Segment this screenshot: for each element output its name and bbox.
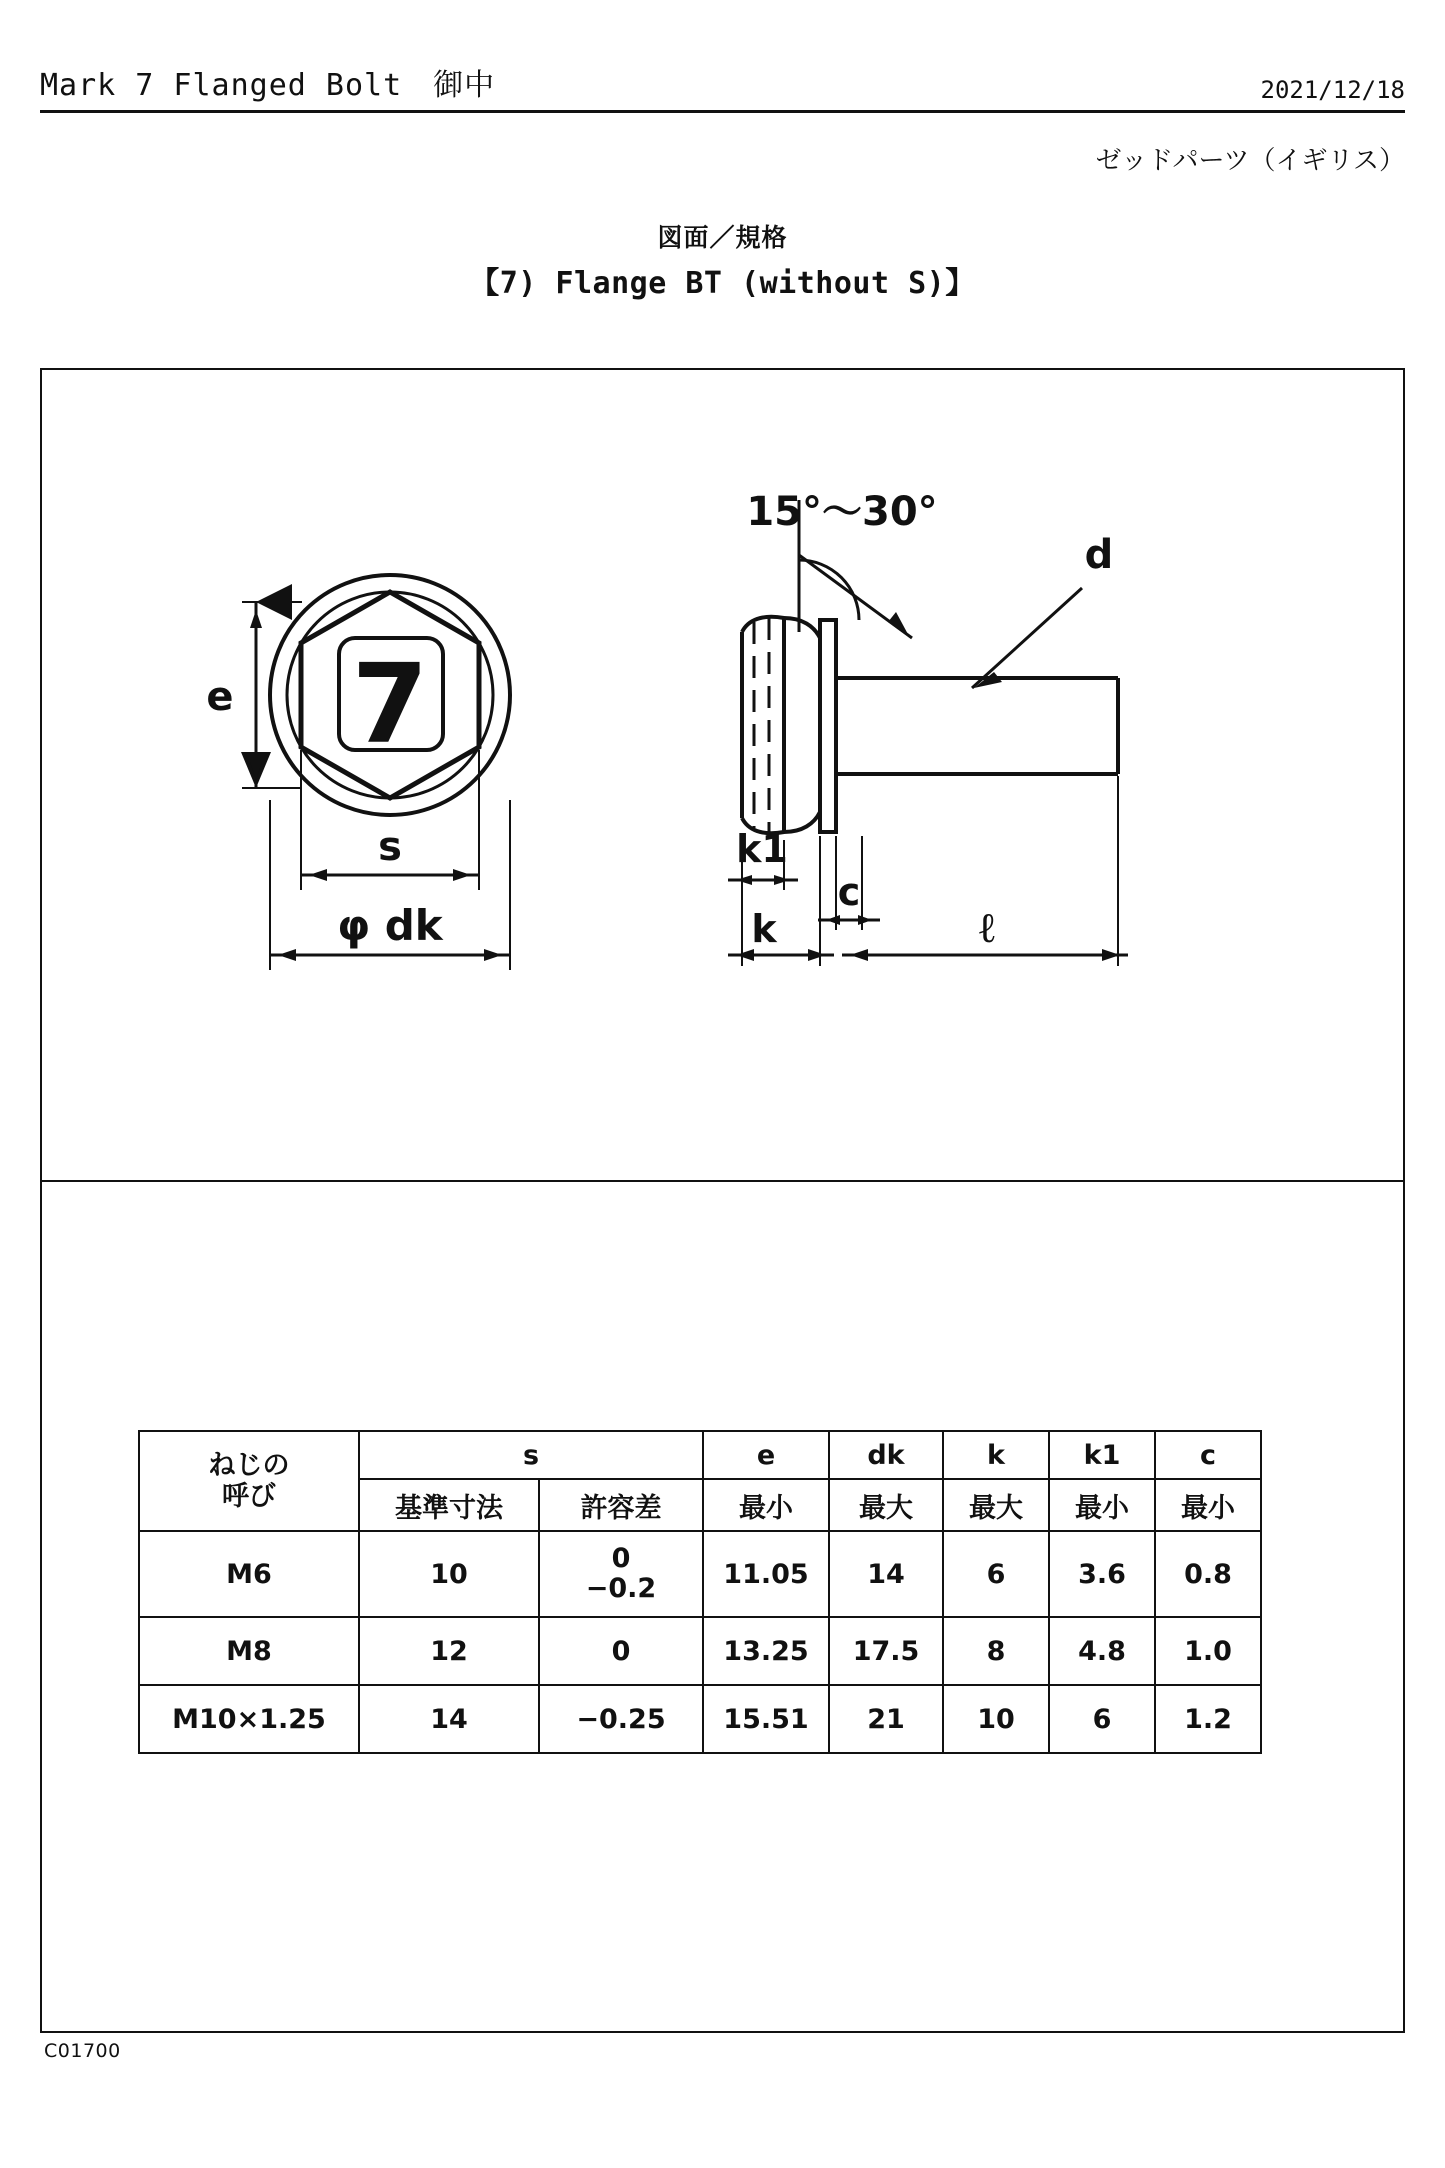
specification-table [138,1430,1262,1754]
header-dk: dk [829,1431,943,1479]
header-e: e [703,1431,829,1479]
row-dk: 17.5 [829,1617,943,1685]
header-e-min: 最小 [703,1479,829,1531]
row-c: 1.2 [1155,1685,1261,1753]
row-s-tolerance-lower: −0.25 [539,1685,703,1753]
table-row [139,1531,1261,1617]
row-e: 15.51 [703,1685,829,1753]
row-s-tolerance-upper: 0 [539,1617,703,1685]
frame-divider [40,1180,1405,1182]
angle-label: 15°～30° [746,489,938,535]
drawing-code: C01700 [44,2040,121,2062]
page-title: Mark 7 Flanged Bolt 御中 [40,68,496,103]
row-e: 13.25 [703,1617,829,1685]
table-header-row-top [139,1431,1261,1479]
table-row [139,1617,1261,1685]
row-k: 8 [943,1617,1049,1685]
header-k1-min: 最小 [1049,1479,1155,1531]
e-label: e [206,674,234,720]
row-k1: 4.8 [1049,1617,1155,1685]
header-s-nominal: 基準寸法 [359,1479,539,1531]
dk-label: φ dk [337,901,443,950]
header-k1: k1 [1049,1431,1155,1479]
head-mark-label: 7 [351,640,429,768]
k1-label: k1 [736,827,788,871]
row-k1: 6 [1049,1685,1155,1753]
row-dk: 21 [829,1685,943,1753]
row-s-nominal: 12 [359,1617,539,1685]
header-k: k [943,1431,1049,1479]
row-s-nominal: 14 [359,1685,539,1753]
header-s-tolerance: 許容差 [539,1479,703,1531]
header-s: s [359,1431,703,1479]
document-subtitle: 図面／規格 [657,223,788,252]
tol-upper: 0 [611,1542,631,1574]
c-label: c [837,870,861,914]
header-c-min: 最小 [1155,1479,1261,1531]
length-label: ℓ [979,903,995,952]
row-thread-name: M8 [139,1617,359,1685]
row-thread-name: M10×1.25 [139,1685,359,1753]
row-e: 11.05 [703,1531,829,1617]
table-row [139,1685,1261,1753]
row-c: 1.0 [1155,1617,1261,1685]
page-header [40,60,1405,104]
row-dk: 14 [829,1531,943,1617]
document-heading: 【7) Flange BT (without S)】 [469,266,976,301]
row-c: 0.8 [1155,1531,1261,1617]
header-divider [40,110,1405,113]
row-k: 10 [943,1685,1049,1753]
company-name: ゼッドパーツ（イギリス） [1095,146,1405,176]
k-label: k [751,907,777,951]
row-k1: 3.6 [1049,1531,1155,1617]
row-thread-name: M6 [139,1531,359,1617]
header-k-max: 最大 [943,1479,1049,1531]
s-label: s [378,824,402,870]
header-dk-max: 最大 [829,1479,943,1531]
row-k: 6 [943,1531,1049,1617]
header-c: c [1155,1431,1261,1479]
row-s-nominal: 10 [359,1531,539,1617]
tol-lower: −0.2 [585,1573,657,1604]
technical-drawing [42,370,1403,1180]
d-label: d [1084,532,1114,578]
header-thread-designation: ねじの 呼び [139,1431,359,1531]
document-date: 2021/12/18 [1260,76,1405,104]
row-s-tolerance [539,1531,703,1617]
